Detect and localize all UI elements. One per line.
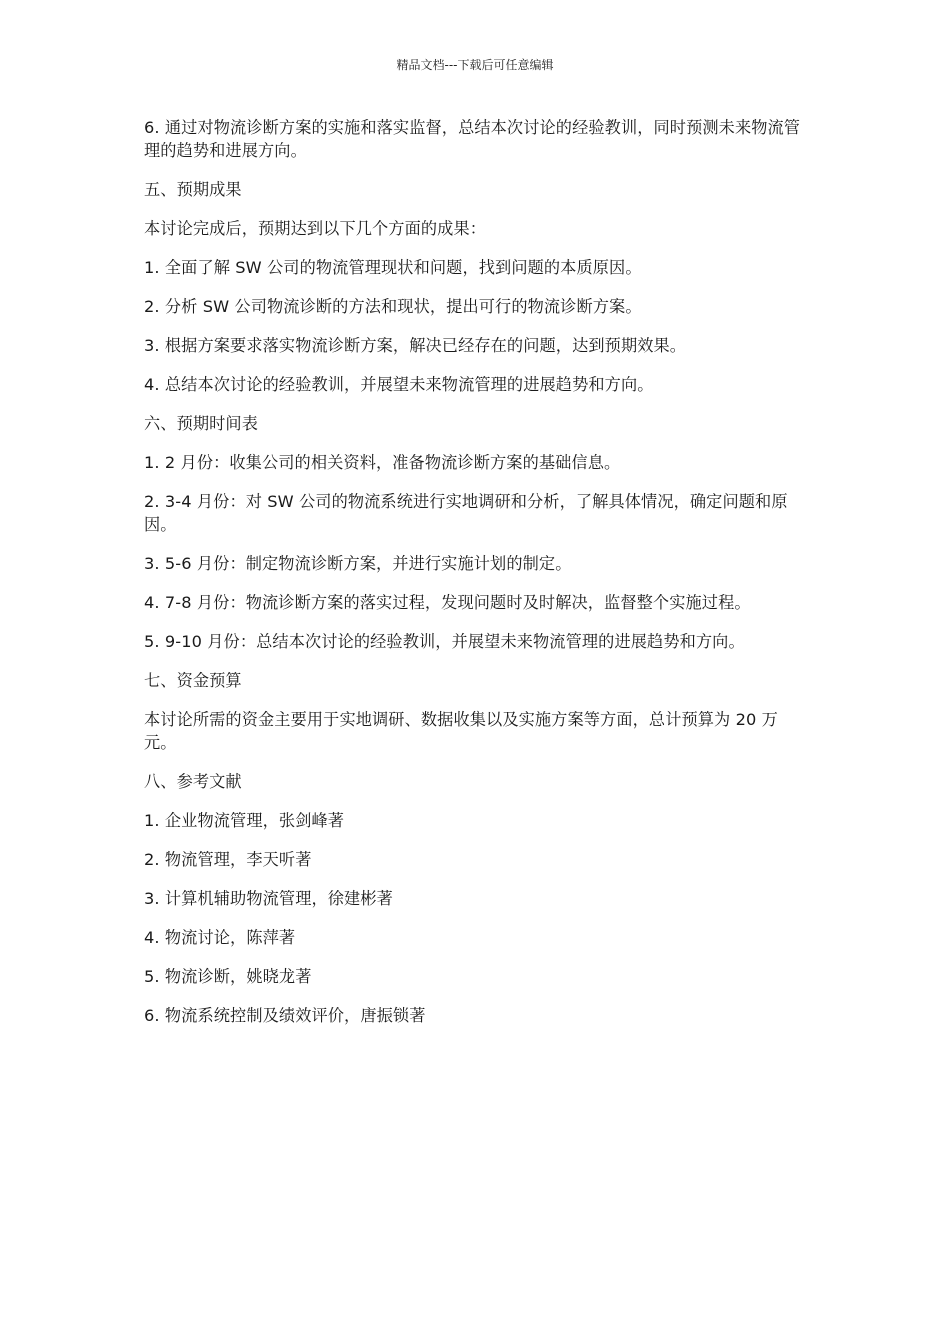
reference-item-1: 1. 企业物流管理，张剑峰著	[144, 811, 345, 830]
section-heading-references: 八、参考文献	[144, 772, 242, 791]
section-heading-budget: 七、资金预算	[144, 671, 242, 690]
schedule-item-4: 4. 7-8 月份：物流诊断方案的落实过程，发现问题时及时解决，监督整个实施过程。	[144, 593, 751, 612]
reference-item-2: 2. 物流管理，李天听著	[144, 850, 312, 869]
section-heading-schedule: 六、预期时间表	[144, 414, 259, 433]
paragraph-step-6: 6. 通过对物流诊断方案的实施和落实监督，总结本次讨论的经验教训，同时预测未来物流管理的趋势和进展方向。	[144, 118, 801, 160]
schedule-item-1: 1. 2 月份：收集公司的相关资料，准备物流诊断方案的基础信息。	[144, 453, 621, 472]
paragraph-budget: 本讨论所需的资金主要用于实地调研、数据收集以及实施方案等方面，总计预算为 20 万元。	[144, 710, 778, 752]
reference-item-4: 4. 物流讨论，陈萍著	[144, 928, 296, 947]
reference-item-6: 6. 物流系统控制及绩效评价，唐振锁著	[144, 1006, 426, 1025]
reference-item-3: 3. 计算机辅助物流管理，徐建彬著	[144, 889, 393, 908]
result-item-1: 1. 全面了解 SW 公司的物流管理现状和问题，找到问题的本质原因。	[144, 258, 642, 277]
schedule-item-5: 5. 9-10 月份：总结本次讨论的经验教训，并展望未来物流管理的进展趋势和方向。	[144, 632, 745, 651]
reference-item-5: 5. 物流诊断，姚晓龙著	[144, 967, 312, 986]
result-item-4: 4. 总结本次讨论的经验教训，并展望未来物流管理的进展趋势和方向。	[144, 375, 654, 394]
page-header: 精品文档---下载后可任意编辑	[396, 58, 554, 72]
paragraph-results-intro: 本讨论完成后，预期达到以下几个方面的成果：	[144, 219, 487, 238]
schedule-item-3: 3. 5-6 月份：制定物流诊断方案，并进行实施计划的制定。	[144, 554, 572, 573]
result-item-2: 2. 分析 SW 公司物流诊断的方法和现状，提出可行的物流诊断方案。	[144, 297, 642, 316]
result-item-3: 3. 根据方案要求落实物流诊断方案，解决已经存在的问题，达到预期效果。	[144, 336, 687, 355]
schedule-item-2: 2. 3-4 月份：对 SW 公司的物流系统进行实地调研和分析，了解具体情况，确定问题和原因。	[144, 492, 788, 534]
document-body	[144, 116, 809, 1043]
section-heading-expected-results: 五、预期成果	[144, 180, 242, 199]
